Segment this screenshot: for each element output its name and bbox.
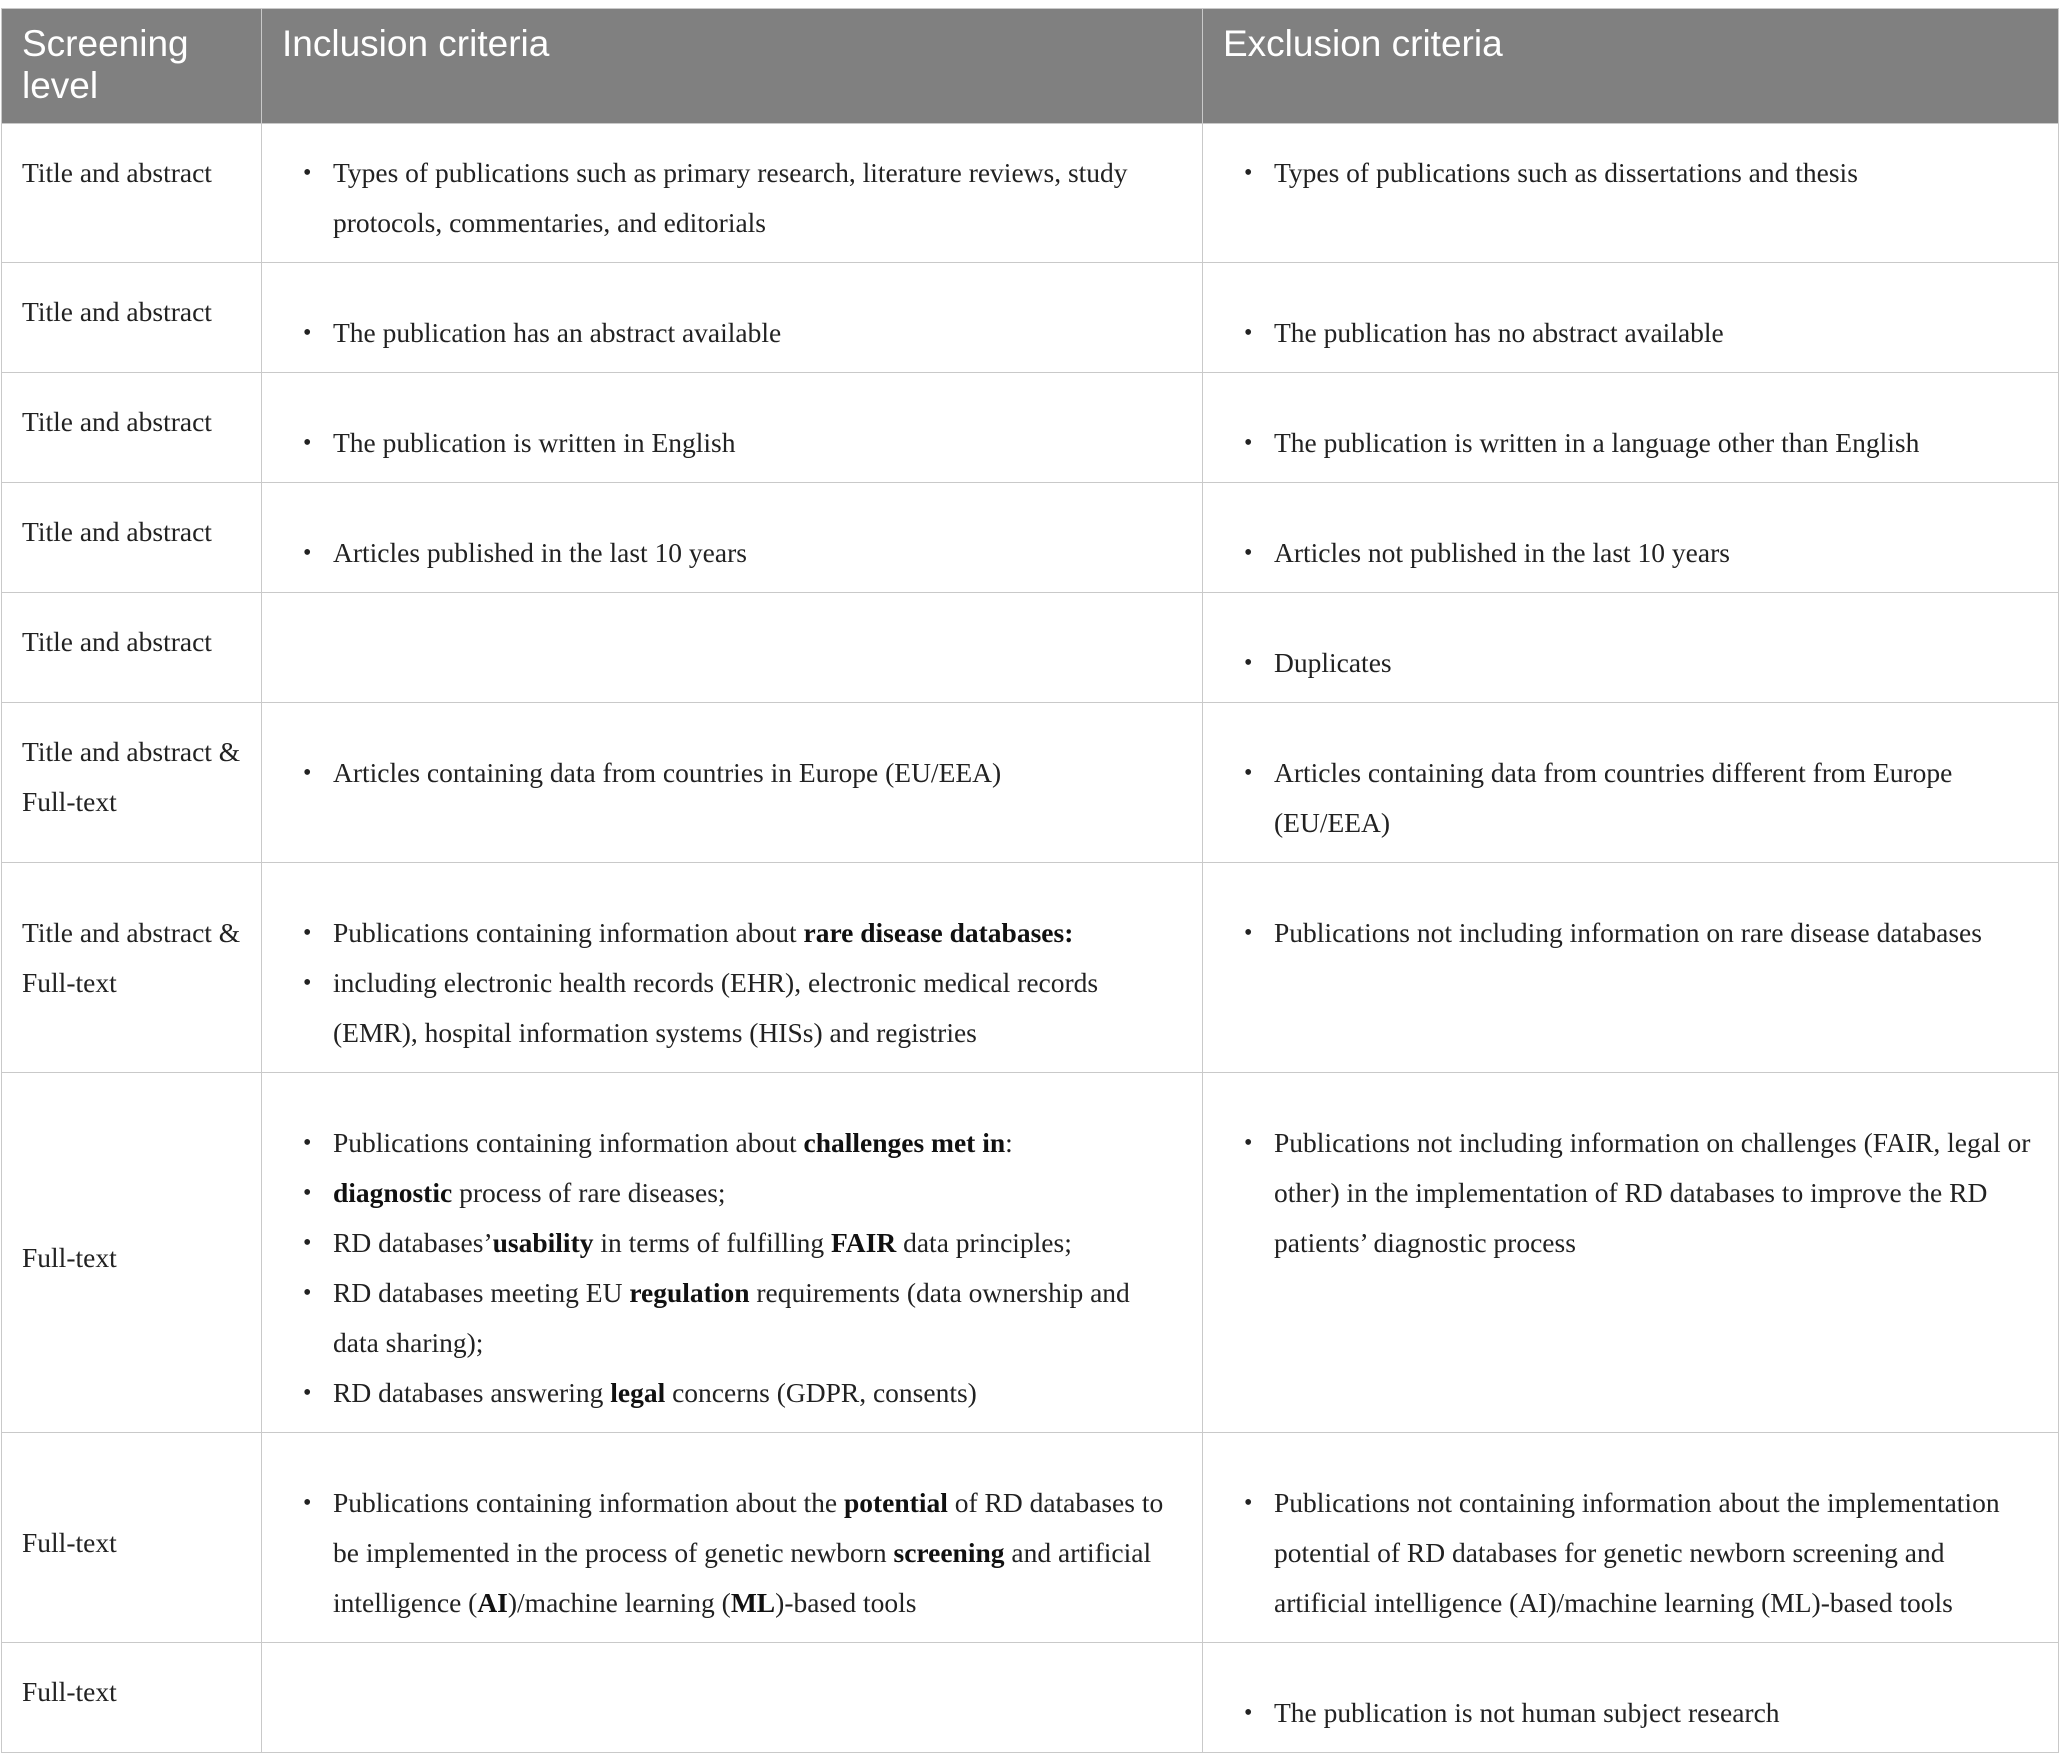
bold-text: screening (893, 1537, 1005, 1568)
screening-level-cell: Full-text (2, 1073, 262, 1433)
exclusion-cell (1203, 373, 2059, 483)
list-item: • Articles containing data from countries different from Europe (EU/EEA) (1274, 748, 2038, 848)
text-segment: process of rare diseases; (452, 1177, 726, 1208)
table-row (2, 703, 2059, 863)
list-item: • Types of publications such as dissertations and thesis (1274, 148, 2038, 198)
text-segment: )-based tools (775, 1587, 917, 1618)
exclusion-list (1223, 418, 2038, 468)
bold-text: AI (477, 1587, 508, 1618)
bold-text: ML (730, 1587, 776, 1618)
exclusion-list (1223, 528, 2038, 578)
exclusion-list (1223, 1478, 2038, 1628)
table-row (2, 863, 2059, 1073)
text-segment: RD databases’ (333, 1227, 493, 1258)
screening-level-cell: Full-text (2, 1433, 262, 1643)
screening-level-cell: Title and abstract & Full-text (2, 703, 262, 863)
bold-text: challenges met in (803, 1127, 1006, 1158)
inclusion-cell (262, 593, 1203, 703)
inclusion-cell (262, 373, 1203, 483)
text-segment: requirements (data ownership and data sharing); (333, 1277, 1130, 1358)
bold-text: diagnostic (333, 1177, 453, 1208)
text-segment: RD databases meeting EU (333, 1277, 630, 1308)
screening-level-cell: Title and abstract & Full-text (2, 863, 262, 1073)
exclusion-cell (1203, 124, 2059, 263)
text-segment: RD databases answering (333, 1377, 611, 1408)
inclusion-cell (262, 263, 1203, 373)
list-item: • Articles containing data from countries in Europe (EU/EEA) (333, 748, 1182, 798)
inclusion-cell (262, 483, 1203, 593)
exclusion-cell (1203, 593, 2059, 703)
table-row (2, 263, 2059, 373)
inclusion-list (282, 308, 1182, 358)
text-segment: Publications containing information about the (333, 1487, 844, 1518)
table-row (2, 483, 2059, 593)
header-inclusion-criteria: Inclusion criteria (262, 9, 1203, 124)
exclusion-cell (1203, 483, 2059, 593)
exclusion-cell (1203, 1643, 2059, 1753)
list-item: • including electronic health records (EHR), electronic medical records (EMR), hospital information systems (HISs) and registries (333, 958, 1182, 1058)
text-segment: Publications containing information about (333, 917, 804, 948)
list-item (333, 1368, 1182, 1418)
inclusion-cell (262, 863, 1203, 1073)
bold-text: rare disease databases: (803, 917, 1074, 948)
list-item: • The publication is written in a language other than English (1274, 418, 2038, 468)
list-item: • Articles not published in the last 10 years (1274, 528, 2038, 578)
inclusion-cell (262, 1433, 1203, 1643)
table-row (2, 373, 2059, 483)
list-item (333, 908, 1182, 958)
exclusion-list (1223, 638, 2038, 688)
exclusion-cell (1203, 1073, 2059, 1433)
inclusion-list (282, 908, 1182, 1058)
text-segment: )/machine learning ( (507, 1587, 731, 1618)
screening-level-cell: Full-text (2, 1643, 262, 1753)
list-item: • Duplicates (1274, 638, 2038, 688)
screening-level-cell: Title and abstract (2, 373, 262, 483)
list-item: • The publication has no abstract available (1274, 308, 2038, 358)
table-row (2, 593, 2059, 703)
text-segment: data principles; (896, 1227, 1072, 1258)
screening-level-cell: Title and abstract (2, 483, 262, 593)
text-segment: : (1005, 1127, 1013, 1158)
list-item: • Articles published in the last 10 years (333, 528, 1182, 578)
inclusion-list (282, 748, 1182, 798)
text-segment: of RD databases to be implemented in the process of genetic newborn (333, 1487, 1164, 1568)
header-exclusion-criteria: Exclusion criteria (1203, 9, 2059, 124)
exclusion-cell (1203, 1433, 2059, 1643)
text-segment: concerns (GDPR, consents) (665, 1377, 977, 1408)
bold-text: FAIR (831, 1227, 897, 1258)
table-row (2, 1643, 2059, 1753)
header-row (2, 9, 2059, 124)
criteria-table (1, 8, 2059, 1753)
list-item: • Types of publications such as primary research, literature reviews, study protocols, commentaries, and editorials (333, 148, 1182, 248)
bold-text: legal (610, 1377, 666, 1408)
inclusion-list (282, 418, 1182, 468)
list-item (333, 1218, 1182, 1268)
exclusion-cell (1203, 863, 2059, 1073)
table-row (2, 1433, 2059, 1643)
exclusion-list (1223, 1688, 2038, 1738)
inclusion-list (282, 528, 1182, 578)
exclusion-list (1223, 1118, 2038, 1268)
text-segment: in terms of fulfilling (593, 1227, 832, 1258)
exclusion-list (1223, 908, 2038, 958)
bold-text: regulation (629, 1277, 750, 1308)
exclusion-cell (1203, 263, 2059, 373)
screening-level-cell: Title and abstract (2, 593, 262, 703)
inclusion-cell (262, 703, 1203, 863)
inclusion-cell (262, 124, 1203, 263)
exclusion-list (1223, 748, 2038, 848)
bold-text: usability (492, 1227, 594, 1258)
exclusion-list (1223, 148, 2038, 198)
list-item: • Publications not including information on rare disease databases (1274, 908, 2038, 958)
table-row (2, 124, 2059, 263)
list-item (333, 1268, 1182, 1368)
list-item: • The publication has an abstract available (333, 308, 1182, 358)
inclusion-list (282, 148, 1182, 248)
inclusion-list (282, 1118, 1182, 1418)
inclusion-cell (262, 1643, 1203, 1753)
header-screening-level: Screening level (2, 9, 262, 124)
exclusion-cell (1203, 703, 2059, 863)
bold-text: potential (843, 1487, 948, 1518)
list-item: • The publication is not human subject research (1274, 1688, 2038, 1738)
table-row (2, 1073, 2059, 1433)
exclusion-list (1223, 308, 2038, 358)
text-segment: and artificial intelligence ( (333, 1537, 1152, 1618)
inclusion-list (282, 1478, 1182, 1628)
screening-level-cell: Title and abstract (2, 124, 262, 263)
text-segment: Publications containing information about (333, 1127, 804, 1158)
list-item (333, 1118, 1182, 1168)
list-item: • Publications not including information on challenges (FAIR, legal or other) in the implementation of RD databases to improve the RD patients’ diagnostic process (1274, 1118, 2038, 1268)
list-item: • The publication is written in English (333, 418, 1182, 468)
inclusion-cell (262, 1073, 1203, 1433)
list-item (333, 1478, 1182, 1628)
list-item (333, 1168, 1182, 1218)
list-item: • Publications not containing information about the implementation potential of RD databases for genetic newborn screening and artificial intelligence (AI)/machine learning (ML)-based tools (1274, 1478, 2038, 1628)
screening-level-cell: Title and abstract (2, 263, 262, 373)
